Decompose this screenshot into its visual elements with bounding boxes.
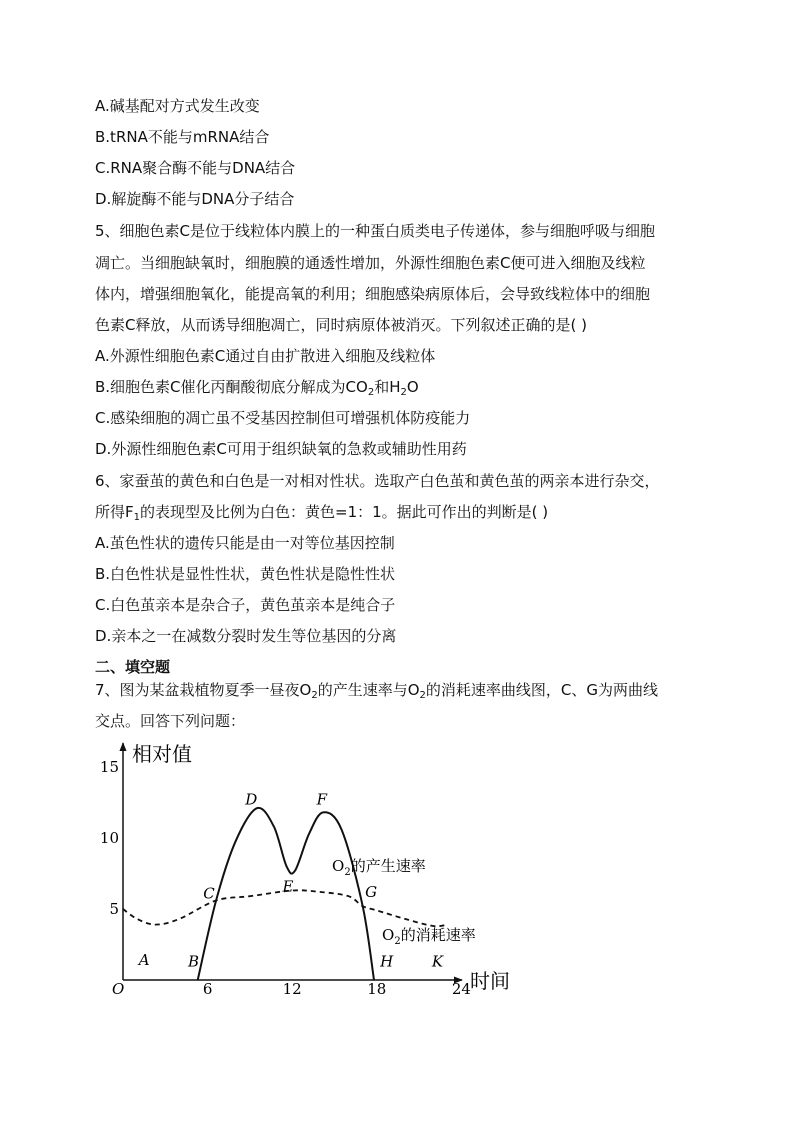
y-axis-label: 相对值 [132, 742, 192, 766]
q5-option-b-text: B.细胞色素C催化丙酮酸彻底分解成为CO [95, 378, 368, 396]
point-label-f: F [316, 790, 328, 809]
q7-stem-text: 的消耗速率曲线图，C、G为两曲线 [425, 681, 659, 699]
q6-option-c: C.白色茧亲本是杂合子，黄色茧亲本是纯合子 [95, 596, 396, 614]
subscript: 1 [133, 512, 141, 523]
q4-option-c: C.RNA聚合酶不能与DNA结合 [95, 159, 296, 177]
q6-option-b: B.白色性状是显性性状，黄色性状是隐性性状 [95, 565, 396, 583]
x-tick-label: 24 [451, 980, 471, 998]
point-label-k: K [431, 952, 444, 971]
q5-option-b-text: 和H [374, 378, 401, 396]
q7-stem-line-2: 交点。回答下列问题： [95, 712, 246, 730]
q5-stem-line-4: 色素C释放，从而诱导细胞凋亡，同时病原体被消灭。下列叙述正确的是( ) [95, 316, 587, 334]
q5-option-b-text: O [406, 378, 419, 396]
q7-stem-text: 的产生速率与O [317, 681, 420, 699]
o2-consumption-curve [123, 890, 447, 926]
y-tick-label: 5 [109, 900, 119, 918]
origin-label: O [112, 980, 125, 998]
point-label-h: H [380, 952, 394, 971]
point-label-d: D [245, 790, 258, 809]
point-label-b: B [187, 952, 200, 971]
q7-stem-text: 7、图为某盆栽植物夏季一昼夜O [95, 681, 312, 699]
q6-option-a: A.茧色性状的遗传只能是由一对等位基因控制 [95, 534, 395, 552]
q6-stem-line-1: 6、家蚕茧的黄色和白色是一对相对性状。选取产白色茧和黄色茧的两亲本进行杂交， [95, 472, 660, 490]
series-label-subscript: 2 [394, 936, 401, 947]
q4-option-d: D.解旋酶不能与DNA分子结合 [95, 190, 295, 208]
subscript: 2 [419, 690, 426, 701]
point-label-g: G [365, 882, 378, 901]
series-label-production [332, 857, 426, 878]
q6-option-d: D.亲本之一在减数分裂时发生等位基因的分离 [95, 627, 397, 645]
point-label-c: C [203, 884, 215, 903]
q6-stem-text: 所得F [95, 503, 134, 521]
x-tick-label: 6 [202, 980, 213, 998]
q5-option-b [95, 377, 419, 397]
y-tick-labels [100, 758, 119, 918]
section-heading: 二、填空题 [95, 658, 171, 676]
q6-stem-text: 的表现型及比例为白色：黄色=1：1。据此可作出的判断是( ) [140, 503, 549, 521]
subscript: 2 [311, 690, 318, 701]
q6-stem-line-2 [95, 502, 548, 522]
series-label-text: 的消耗速率 [400, 926, 476, 944]
oxygen-rate-chart [100, 735, 540, 1005]
point-label-a: A [138, 951, 150, 970]
subscript: 2 [367, 387, 375, 398]
x-tick-label: 18 [367, 980, 387, 998]
subscript: 2 [400, 387, 407, 398]
series-label-text: 的产生速率 [350, 857, 426, 875]
q5-option-d: D.外源性细胞色素C可用于组织缺氧的急救或辅助性用药 [95, 440, 467, 458]
y-tick-label: 10 [100, 829, 119, 847]
series-label-subscript: 2 [344, 867, 351, 878]
x-axis-label: 时间 [470, 969, 510, 993]
x-tick-labels [203, 980, 471, 998]
q5-stem-line-2: 凋亡。当细胞缺氧时，细胞膜的通透性增加，外源性细胞色素C便可进入细胞及线粒 [95, 254, 646, 272]
series-label-consumption [382, 926, 476, 947]
q5-option-c: C.感染细胞的凋亡虽不受基因控制但可增强机体防疫能力 [95, 409, 471, 427]
q4-option-a: A.碱基配对方式发生改变 [95, 97, 260, 115]
series-label-text: O [332, 857, 345, 875]
point-label-e: E [282, 877, 294, 896]
q5-stem-line-1: 5、细胞色素C是位于线粒体内膜上的一种蛋白质类电子传递体，参与细胞呼吸与细胞 [95, 222, 656, 240]
q5-option-a: A.外源性细胞色素C通过自由扩散进入细胞及线粒体 [95, 347, 436, 365]
q5-stem-line-3: 体内，增强细胞氧化，能提高氧的利用；细胞感染病原体后，会导致线粒体中的细胞 [95, 285, 651, 303]
x-tick-label: 12 [282, 980, 302, 998]
q7-stem-line-1 [95, 680, 658, 700]
y-tick-label: 15 [100, 758, 119, 776]
q4-option-b: B.tRNA不能与mRNA结合 [95, 128, 270, 146]
series-label-text: O [382, 926, 395, 944]
